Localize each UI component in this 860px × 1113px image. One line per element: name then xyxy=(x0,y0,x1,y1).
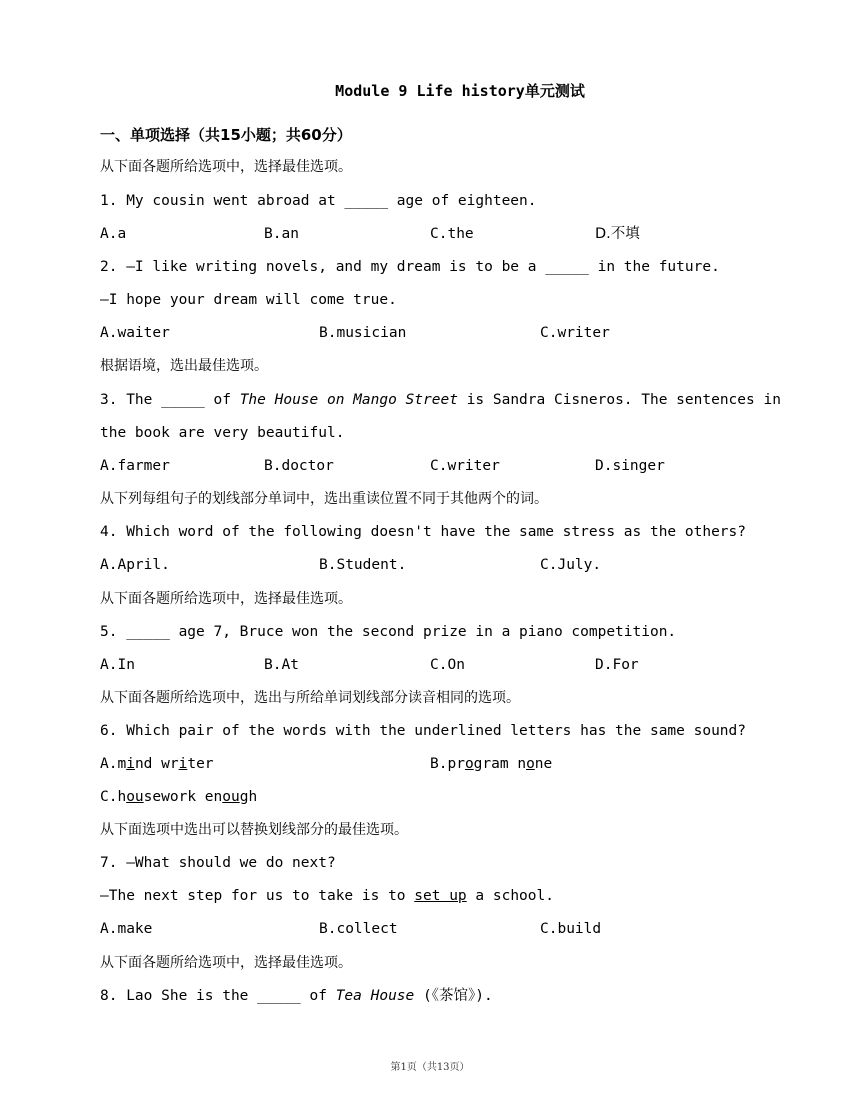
q1-stem: 1. My cousin went abroad at _____ age of eighteen. xyxy=(100,193,537,209)
q2-option-c: C.writer xyxy=(540,325,610,341)
word-part: en xyxy=(204,789,223,805)
q8-stem-part-a: 8. Lao She is the _____ of xyxy=(100,988,336,1004)
q5-instruction: 从下面各题所给选项中，选择最佳选项。 xyxy=(100,591,352,607)
underlined-letters: i xyxy=(126,756,135,772)
q5-option-b: B.At xyxy=(264,657,299,673)
q1-option-a: A.a xyxy=(100,226,127,242)
q4-stem: 4. Which word of the following doesn't have the same stress as the others? xyxy=(100,524,747,540)
q2-option-a: A.waiter xyxy=(100,325,170,341)
q4-option-a: A.April. xyxy=(100,557,170,573)
q3-option-d: D.singer xyxy=(595,458,665,474)
q3-stem-2: the book are very beautiful. xyxy=(100,425,345,441)
q5-stem: 5. _____ age 7, Bruce won the second prize in a piano competition. xyxy=(100,624,677,640)
underlined-letters: ou xyxy=(126,789,144,805)
underlined-letters: i xyxy=(178,756,188,772)
word-part: nd xyxy=(134,756,153,772)
word-part: gh xyxy=(239,789,258,805)
q3-option-b: B.doctor xyxy=(264,458,334,474)
q6-option-b xyxy=(430,754,552,774)
q7-underlined-phrase: set up xyxy=(414,888,467,904)
word-space xyxy=(196,789,205,805)
q7-stem-part-a: —The next step for us to take is to xyxy=(100,888,415,904)
section-heading: 一、单项选择（共15小题；共60分） xyxy=(100,126,352,144)
q2-option-b: B.musician xyxy=(319,325,407,341)
q5-option-d: D.For xyxy=(595,657,639,673)
underlined-letters: o xyxy=(526,756,535,772)
q1-option-b: B.an xyxy=(264,226,299,242)
q8-stem xyxy=(100,986,493,1006)
word-part: gram xyxy=(473,756,509,772)
q3-stem-part-a: 3. The _____ of xyxy=(100,392,240,408)
page-footer: 第1页（共13页） xyxy=(390,1062,470,1073)
word-part: ne xyxy=(534,756,553,772)
word-part: h xyxy=(117,789,127,805)
q3-stem-part-b: is Sandra Cisneros. The sentences in xyxy=(457,392,781,408)
page-title: Module 9 Life history单元测试 xyxy=(335,82,585,100)
q6-option-a-label: A. xyxy=(100,756,118,772)
word-part: sework xyxy=(143,789,197,805)
q8-stem-part-b: (《茶馆》). xyxy=(414,988,493,1004)
q2-stem-2: —I hope your dream will come true. xyxy=(100,292,397,308)
q3-option-a: A.farmer xyxy=(100,458,170,474)
q6-instruction: 从下面各题所给选项中，选出与所给单词划线部分读音相同的选项。 xyxy=(100,690,520,706)
q8-instruction: 从下面各题所给选项中，选择最佳选项。 xyxy=(100,955,352,971)
word-part: wr xyxy=(161,756,179,772)
word-part: pr xyxy=(447,756,465,772)
q7-instruction: 从下面选项中选出可以替换划线部分的最佳选项。 xyxy=(100,822,408,838)
q4-option-c: C.July. xyxy=(540,557,602,573)
q6-option-b-label: B. xyxy=(430,756,448,772)
q6-option-c-label: C. xyxy=(100,789,118,805)
q1-instruction: 从下面各题所给选项中，选择最佳选项。 xyxy=(100,159,352,175)
word-part: n xyxy=(517,756,527,772)
q4-option-b: B.Student. xyxy=(319,557,407,573)
underlined-letters: o xyxy=(464,756,474,772)
q1-option-c: C.the xyxy=(430,226,474,242)
q6-option-c xyxy=(100,787,257,807)
q3-book-title: The House on Mango Street xyxy=(239,392,458,408)
q7-option-b: B.collect xyxy=(319,921,398,937)
q8-book-title: Tea House xyxy=(335,988,415,1004)
q7-stem-part-b: a school. xyxy=(466,888,554,904)
q3-instruction: 根据语境，选出最佳选项。 xyxy=(100,358,268,374)
q5-option-a: A.In xyxy=(100,657,135,673)
q7-stem-2 xyxy=(100,886,554,906)
q7-option-c: C.build xyxy=(540,921,602,937)
q5-option-c: C.On xyxy=(430,657,465,673)
underlined-letters: ou xyxy=(222,789,240,805)
q7-stem: 7. —What should we do next? xyxy=(100,855,336,871)
q1-option-d: D.不填 xyxy=(595,226,640,242)
q2-stem: 2. —I like writing novels, and my dream is to be a _____ in the future. xyxy=(100,259,720,275)
q6-stem: 6. Which pair of the words with the underlined letters has the same sound? xyxy=(100,723,747,739)
q4-instruction: 从下列每组句子的划线部分单词中，选出重读位置不同于其他两个的词。 xyxy=(100,491,548,507)
word-part: ter xyxy=(187,756,214,772)
q3-stem xyxy=(100,390,781,410)
q6-option-a xyxy=(100,754,214,774)
q7-option-a: A.make xyxy=(100,921,153,937)
word-space xyxy=(152,756,161,772)
word-part: m xyxy=(117,756,127,772)
q3-option-c: C.writer xyxy=(430,458,500,474)
